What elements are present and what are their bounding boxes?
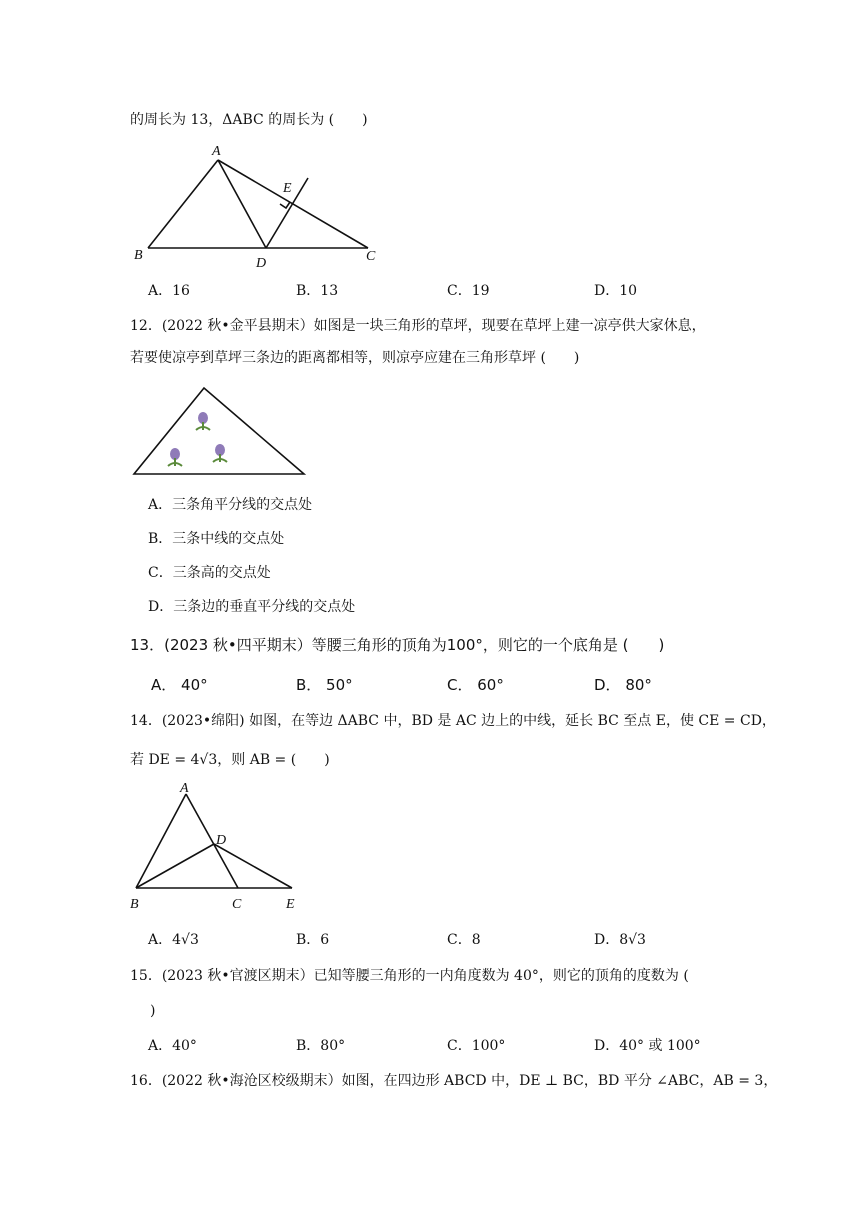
q11-stem-tail: 的周长为 13，ΔABC 的周长为 ( ) bbox=[130, 112, 368, 128]
q11-label-a: A bbox=[212, 144, 221, 159]
q14-stem-line1: 14．(2023•绵阳) 如图，在等边 ΔABC 中，BD 是 AC 边上的中线，延长 BC 至点 E，使 CE = CD， bbox=[130, 713, 776, 729]
q13-stem: 13．(2023 秋•四平期末）等腰三角形的顶角为100°，则它的一个底角是 ( ) bbox=[130, 636, 665, 654]
q11-option-a[interactable]: A．16 bbox=[148, 283, 190, 299]
q11-option-c[interactable]: C．19 bbox=[447, 283, 490, 299]
q13-option-d[interactable]: D． 80° bbox=[594, 676, 652, 694]
q14-option-a[interactable]: A．4√3 bbox=[148, 932, 199, 948]
flower-icon bbox=[196, 412, 210, 430]
q16-stem-line1: 16．(2022 秋•海沧区校级期末）如图，在四边形 ABCD 中，DE ⊥ BC，BD 平分 ∠ABC，AB = 3， bbox=[130, 1073, 778, 1089]
q14-label-a: A bbox=[180, 781, 189, 796]
q14-label-e: E bbox=[286, 897, 295, 912]
q14-label-d: D bbox=[216, 833, 227, 848]
q15-option-a[interactable]: A．40° bbox=[148, 1038, 197, 1054]
q15-stem-line1: 15．(2023 秋•官渡区期末）已知等腰三角形的一内角度数为 40°，则它的顶角的度数为 ( bbox=[130, 968, 689, 984]
q11-label-c: C bbox=[366, 249, 376, 264]
q14-stem-line2: 若 DE = 4√3，则 AB = ( ) bbox=[130, 752, 330, 768]
q13-option-c[interactable]: C． 60° bbox=[447, 676, 504, 694]
q14-option-b[interactable]: B．6 bbox=[296, 932, 330, 948]
flower-icon bbox=[213, 444, 227, 462]
flower-icon bbox=[168, 448, 182, 466]
q11-label-d: D bbox=[256, 256, 267, 270]
q12-option-b[interactable]: B．三条中线的交点处 bbox=[148, 531, 285, 547]
q12-lawn-figure bbox=[130, 382, 310, 480]
q12-stem-line1: 12．(2022 秋•金平县期末）如图是一块三角形的草坪，现要在草坪上建一凉亭供大家休息， bbox=[130, 318, 706, 334]
q12-option-c[interactable]: C．三条高的交点处 bbox=[148, 565, 271, 581]
q14-option-d[interactable]: D．8√3 bbox=[594, 932, 646, 948]
q11-label-e: E bbox=[283, 181, 292, 196]
q15-option-d[interactable]: D．40° 或 100° bbox=[594, 1038, 701, 1054]
q12-option-d[interactable]: D．三条边的垂直平分线的交点处 bbox=[148, 599, 356, 615]
q12-stem-line2: 若要使凉亭到草坪三条边的距离都相等，则凉亭应建在三角形草坪 ( ) bbox=[130, 350, 580, 366]
q14-label-b: B bbox=[130, 897, 139, 912]
q14-label-c: C bbox=[232, 897, 242, 912]
q15-option-b[interactable]: B．80° bbox=[296, 1038, 346, 1054]
q11-label-b: B bbox=[134, 248, 143, 263]
q13-option-b[interactable]: B． 50° bbox=[296, 676, 353, 694]
q15-stem-line2: ) bbox=[150, 1003, 156, 1019]
q14-option-c[interactable]: C．8 bbox=[447, 932, 481, 948]
q11-option-d[interactable]: D．10 bbox=[594, 283, 638, 299]
q11-triangle-figure bbox=[128, 140, 388, 270]
q11-option-b[interactable]: B．13 bbox=[296, 283, 339, 299]
q12-option-a[interactable]: A．三条角平分线的交点处 bbox=[148, 497, 313, 513]
q13-option-a[interactable]: A． 40° bbox=[151, 676, 208, 694]
q14-triangle-figure bbox=[126, 780, 316, 914]
q15-option-c[interactable]: C．100° bbox=[447, 1038, 506, 1054]
